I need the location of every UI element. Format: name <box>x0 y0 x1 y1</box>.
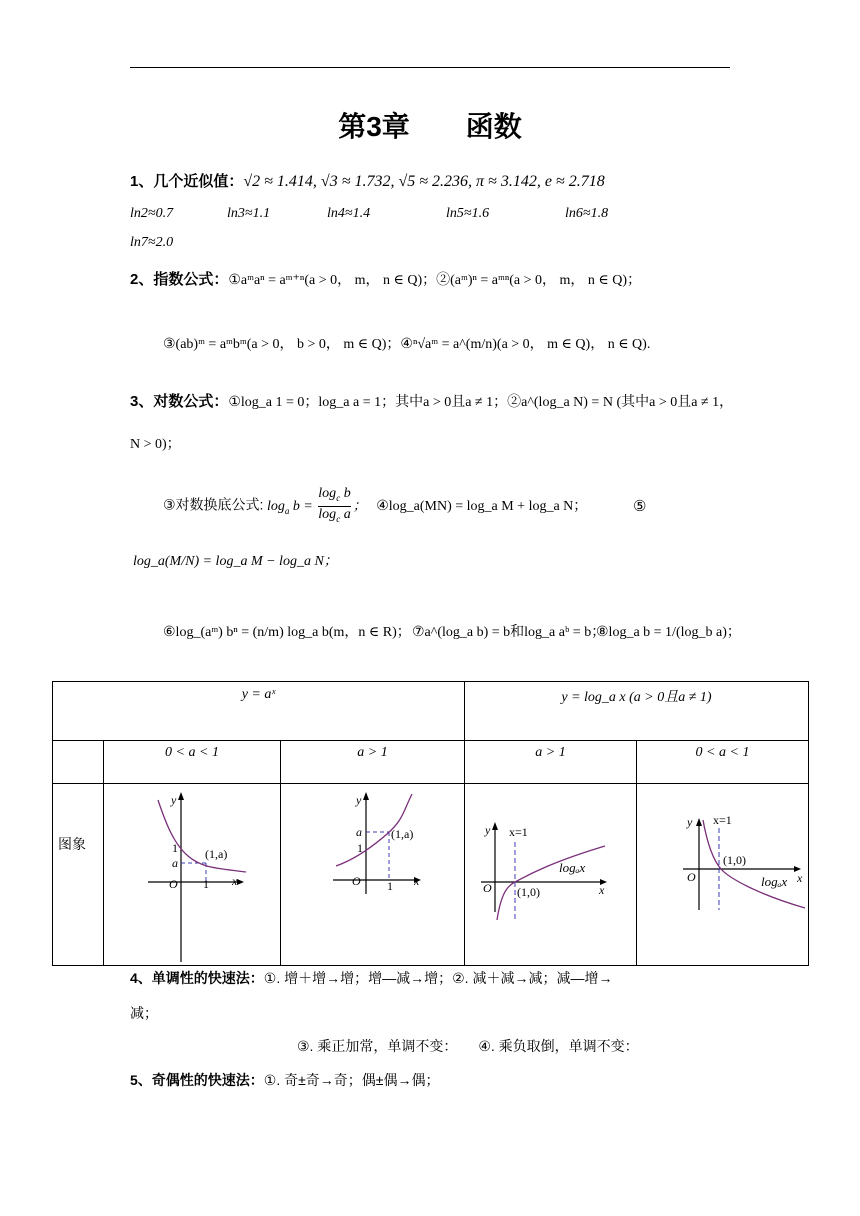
exp-header: y = aˣ <box>241 687 276 702</box>
g1-a-label: a <box>172 856 178 870</box>
g3-x1-label: x=1 <box>509 825 528 839</box>
g3-y-label: y <box>485 823 491 837</box>
graph-cell-log-increasing <box>465 784 637 966</box>
section-3-label: 3、对数公式： <box>130 393 229 410</box>
log-formula-8: ⑧log_a b = 1/(log_b a)； <box>596 625 741 640</box>
log-header: y = log_a x (a > 0且a ≠ 1) <box>561 690 712 705</box>
log-formula-5-marker: ⑤ <box>633 499 647 515</box>
section-5 <box>130 1070 440 1090</box>
g3-point: (1,0) <box>517 885 540 899</box>
cond-4: 0 < a < 1 <box>695 745 750 760</box>
function-graph-table <box>52 681 809 966</box>
cond-2: a > 1 <box>357 745 388 760</box>
change-of-base-row <box>163 486 587 527</box>
section-4 <box>130 968 612 988</box>
g1-one-y: 1 <box>172 841 178 855</box>
g3-origin: O <box>483 881 492 895</box>
change-of-base-formula: $\log_a b$ = $\frac{\log_c b}{\log_c a}$ ； <box>267 499 370 514</box>
log-formula-1: ①log_a 1 = 0；log_a a = 1；其中a > 0且a ≠ 1；②a^(log_a N) = N (其中a > 0且a ≠ 1， <box>228 395 734 410</box>
cond-cell-3 <box>465 741 637 784</box>
row-label: 图象 <box>58 836 86 852</box>
cond-1: 0 < a < 1 <box>165 745 219 760</box>
monotonic-rule-2: ③. 乘正加常，单调不变： ④. 乘负取倒，单调不变： <box>297 1038 639 1054</box>
log-formula-5: log_a(M/N) = log_a M − log_a N； <box>133 554 338 569</box>
g2-x-label: x <box>414 874 420 888</box>
section-3 <box>130 390 733 411</box>
g3-curve-label: logₐx <box>559 860 586 875</box>
monotonic-rule-1: ①. 增＋增→增；增—减→增；②. 减＋减→减；减—增→ <box>263 970 613 986</box>
graph-exp-increasing <box>281 784 464 965</box>
header-rule <box>130 67 730 68</box>
g2-point: (1,a) <box>391 827 414 841</box>
log-formula-4: ④log_a(MN) = log_a M + log_a N； <box>376 498 588 514</box>
cond-3: a > 1 <box>535 745 566 760</box>
g2-a-label: a <box>356 825 362 839</box>
g1-x-label: x <box>232 874 238 888</box>
log-formula-6: ⑥log_(aᵐ) bⁿ = (n/m) log_a b(m，n ∈ R)； <box>163 625 411 640</box>
exp-formula-2: ③(ab)ᵐ = aᵐbᵐ(a > 0， b > 0， m ∈ Q)；④ⁿ√aᵐ = a^(m/n)(a > 0， m ∈ Q)， n ∈ Q). <box>163 337 651 352</box>
g2-one-y: 1 <box>357 841 363 855</box>
parity-rule-1: ①. 奇±奇→奇；偶±偶→偶； <box>263 1072 440 1088</box>
graph-cell-exp-decreasing <box>104 784 281 966</box>
g1-point: (1,a) <box>205 847 228 861</box>
ln-approx-4: ln5≈1.6 <box>446 206 490 221</box>
g4-x1-label: x=1 <box>713 813 732 827</box>
graph-cell-exp-increasing <box>281 784 465 966</box>
g2-origin: O <box>352 874 361 888</box>
cond-cell-4 <box>637 741 809 784</box>
log-header-cell <box>465 682 809 741</box>
change-of-base-label: ③对数换底公式: <box>163 496 264 513</box>
g2-one-x: 1 <box>387 879 393 893</box>
g1-y-label: y <box>171 793 177 807</box>
g4-point: (1,0) <box>723 853 746 867</box>
log-formula-7: ⑦a^(log_a b) = b和log_a aᵇ = b； <box>412 625 606 640</box>
g1-origin: O <box>169 877 178 891</box>
exp-header-cell <box>53 682 465 741</box>
section-5-label: 5、奇偶性的快速法： <box>130 1072 264 1088</box>
ln-approx-5: ln6≈1.8 <box>565 206 609 221</box>
g4-origin: O <box>687 870 696 884</box>
blank-cell <box>53 741 104 784</box>
page-title: 第3章 函数 <box>338 111 522 142</box>
graph-log-increasing <box>465 784 636 965</box>
ln-approx-3: ln4≈1.4 <box>327 206 371 221</box>
cond-cell-1 <box>104 741 281 784</box>
section-1 <box>130 170 605 191</box>
ln-approx-2: ln3≈1.1 <box>227 206 271 221</box>
ln-approx-6: ln7≈2.0 <box>130 235 174 250</box>
g4-y-label: y <box>687 815 693 829</box>
exp-formula-1: ①aᵐaⁿ = aᵐ⁺ⁿ(a > 0， m， n ∈ Q)；②(aᵐ)ⁿ = aᵐⁿ(a > 0， m， n ∈ Q)； <box>228 273 642 288</box>
log-formula-1b: N > 0)； <box>130 437 181 452</box>
section-2-label: 2、指数公式： <box>130 271 229 288</box>
g2-y-label: y <box>356 793 362 807</box>
g1-one-x: 1 <box>203 877 209 891</box>
graph-log-decreasing <box>637 784 808 965</box>
ln-approx-1: ln2≈0.7 <box>130 206 174 221</box>
section-1-label: 1、几个近似值： <box>130 173 244 190</box>
section-4-label: 4、单调性的快速法： <box>130 970 264 986</box>
g4-x-label: x <box>797 871 803 885</box>
section-2 <box>130 268 641 289</box>
row-label-cell <box>53 784 104 966</box>
g4-curve-label: logₐx <box>761 874 788 889</box>
monotonic-rule-1b: 减； <box>130 1005 158 1021</box>
approx-formula: √2 ≈ 1.414, √3 ≈ 1.732, √5 ≈ 2.236, π ≈ 3.142, e ≈ 2.718 <box>243 173 605 190</box>
graph-cell-log-decreasing <box>637 784 809 966</box>
g3-x-label: x <box>599 883 605 897</box>
graph-exp-decreasing <box>104 784 280 965</box>
cond-cell-2 <box>281 741 465 784</box>
